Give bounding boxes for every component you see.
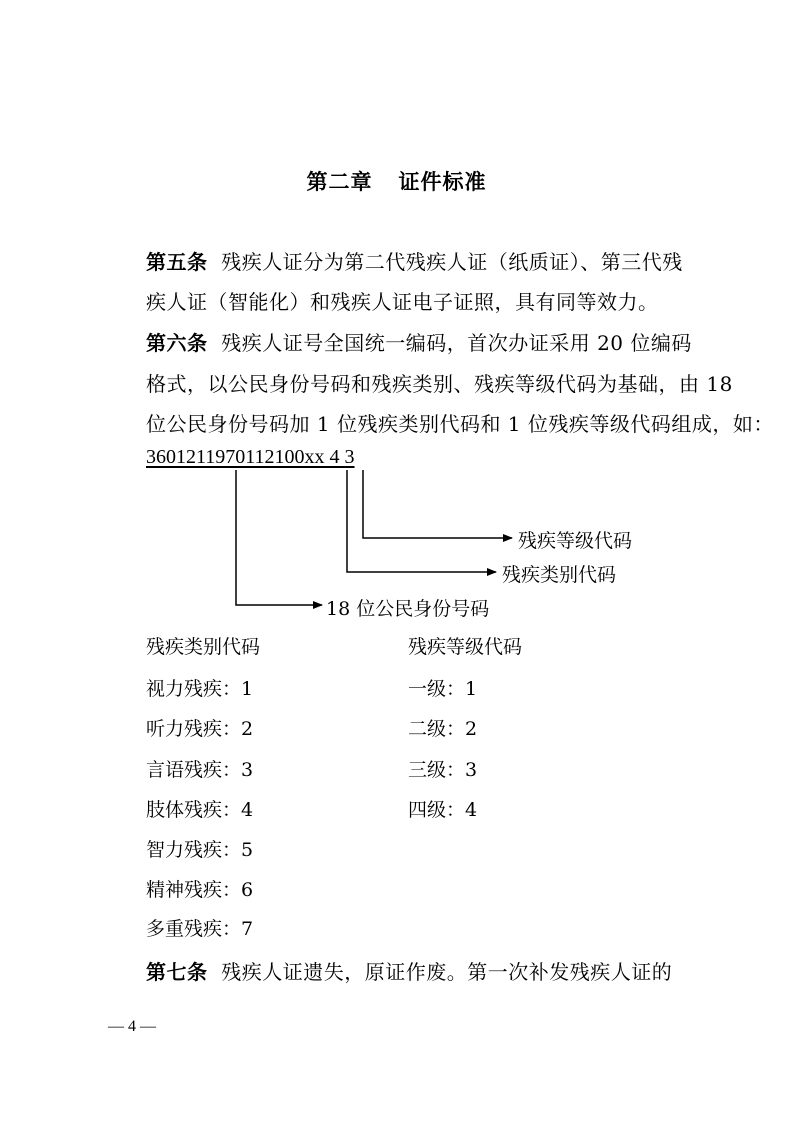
article-7-text-1: 残疾人证遗失，原证作废。第一次补发残疾人证的 [221, 960, 673, 984]
connector-grade [363, 470, 512, 538]
article-6-line-2: 格式，以公民身份号码和残疾类别、残疾等级代码为基础，由 18 [146, 372, 733, 396]
article-6-text-1: 残疾人证号全国统一编码，首次办证采用 20 位编码 [221, 331, 692, 355]
article-6-line-3: 位公民身份号码加 1 位残疾类别代码和 1 位残疾等级代码组成，如： [146, 412, 774, 436]
category-code-item: 言语残疾：3 [146, 759, 254, 781]
article-7-line-1 [146, 956, 672, 985]
chapter-name: 证件标准 [398, 170, 487, 194]
category-code-item: 智力残疾：5 [146, 839, 254, 861]
grade-code-item: 四级：4 [408, 799, 478, 821]
page-number: — 4 — [108, 1018, 156, 1035]
article-5-lead: 第五条 [146, 250, 208, 274]
category-code-item: 多重残疾：7 [146, 918, 254, 940]
label-id-number: 18 位公民身份号码 [326, 598, 490, 620]
grade-code-item: 三级：3 [408, 759, 478, 781]
example-code-grade: 3 [344, 446, 355, 468]
article-6-lead: 第六条 [146, 331, 208, 355]
article-5-text-1: 残疾人证分为第二代残疾人证（纸质证）、第三代残 [221, 250, 683, 274]
grade-code-item: 一级：1 [408, 678, 478, 700]
article-5-line-2: 疾人证（智能化）和残疾人证电子证照，具有同等效力。 [146, 290, 659, 314]
example-code-category: 4 [329, 446, 340, 468]
category-code-item: 听力残疾：2 [146, 718, 254, 740]
chapter-number: 第二章 [306, 170, 373, 194]
label-category-code: 残疾类别代码 [502, 564, 617, 586]
category-codes-heading: 残疾类别代码 [146, 636, 261, 658]
connector-id [236, 470, 322, 605]
grade-codes-heading: 残疾等级代码 [408, 636, 523, 658]
connector-category [347, 470, 496, 572]
label-grade-code: 残疾等级代码 [518, 530, 633, 552]
example-code-id: 3601211970112100xx [146, 446, 325, 468]
category-code-item: 视力残疾：1 [146, 678, 254, 700]
category-code-item: 精神残疾：6 [146, 879, 254, 901]
category-code-item: 肢体残疾：4 [146, 799, 254, 821]
article-7-lead: 第七条 [146, 960, 208, 984]
grade-code-item: 二级：2 [408, 718, 478, 740]
